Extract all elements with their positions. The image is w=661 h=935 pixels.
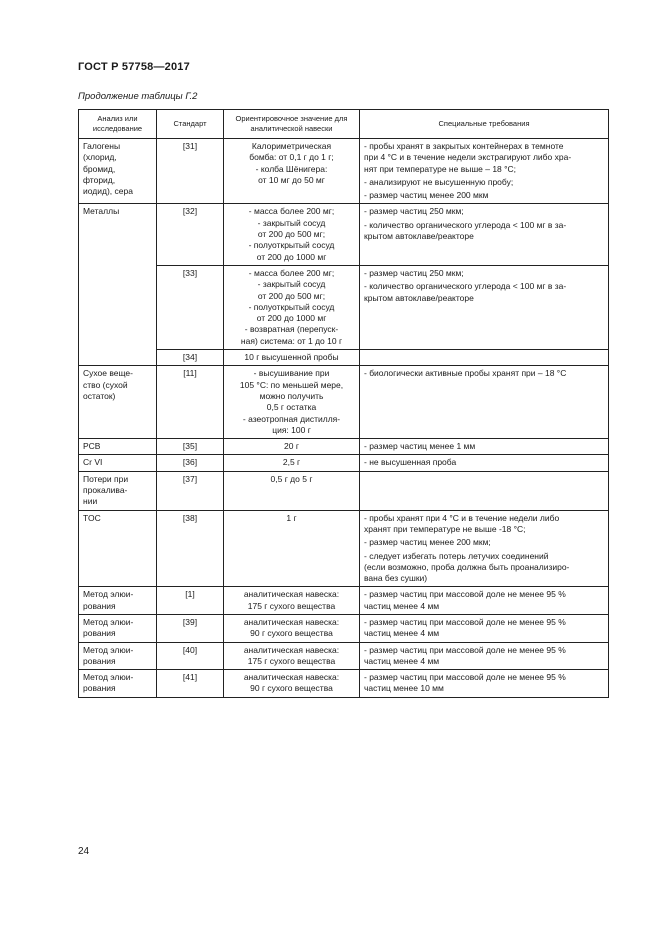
cell-standard: [32]	[157, 204, 224, 265]
cell-line: - следует избегать потерь летучих соединений	[364, 550, 549, 561]
cell-line: - размер частиц менее 1 мм	[364, 441, 476, 452]
cell-line: - количество органического углерода < 100 мг в за-	[364, 219, 567, 230]
cell-standard: [40]	[157, 642, 224, 670]
cell-analysis	[79, 471, 157, 510]
cell-value	[224, 471, 360, 510]
cell-line: Потери при	[83, 473, 129, 484]
cell-value	[224, 439, 360, 455]
cell-line: - размер частиц 250 мкм;	[364, 267, 464, 278]
cell-line: - размер частиц менее 200 мкм;	[364, 537, 491, 548]
cell-analysis	[79, 614, 157, 642]
cell-standard: [41]	[157, 670, 224, 698]
cell-line: (если возможно, проба должна быть проанализиро-	[364, 561, 570, 572]
cell-standard: [34]	[157, 350, 224, 366]
cell-requirements	[360, 510, 609, 587]
cell-line: бромид,	[83, 163, 116, 174]
table-body	[79, 139, 609, 698]
cell-line: - размер частиц при массовой доле не менее 95 %	[364, 672, 566, 683]
cell-line: иодид), сера	[83, 186, 133, 197]
requirement-item	[364, 513, 604, 536]
column-header-value: Ориентировочное значение для аналитической навески	[224, 110, 360, 139]
requirements-table	[78, 109, 609, 698]
requirement-item	[364, 190, 604, 201]
cell-line: - биологически активные пробы хранят при – 18 °С	[364, 368, 567, 379]
cell-line: 20 г	[284, 441, 299, 452]
cell-line: частиц менее 4 мм	[364, 655, 440, 666]
cell-value	[224, 642, 360, 670]
requirement-item	[364, 206, 604, 217]
cell-requirements	[360, 670, 609, 698]
cell-line: - размер частиц при массовой доле не менее 95 %	[364, 644, 566, 655]
cell-standard: [11]	[157, 366, 224, 439]
cell-line: нии	[83, 496, 98, 507]
table-row	[79, 587, 609, 615]
cell-standard: [38]	[157, 510, 224, 587]
table-row	[79, 350, 609, 366]
cell-analysis	[79, 204, 157, 366]
cell-line: - пробы хранят в закрытых контейнерах в темноте	[364, 141, 564, 151]
cell-requirements	[360, 366, 609, 439]
cell-line: крытом автоклаве/реакторе	[364, 292, 474, 303]
cell-analysis	[79, 642, 157, 670]
cell-requirements	[360, 587, 609, 615]
cell-line: Галогены	[83, 141, 121, 151]
table-row	[79, 366, 609, 439]
requirement-item	[364, 617, 604, 640]
requirement-item	[364, 441, 604, 452]
table-row	[79, 439, 609, 455]
cell-line: 1 г	[286, 512, 297, 523]
cell-analysis	[79, 587, 157, 615]
cell-line: - возвратная (перепуск-	[244, 324, 339, 335]
cell-standard: [35]	[157, 439, 224, 455]
cell-line: ство (сухой	[83, 379, 128, 390]
cell-value	[224, 587, 360, 615]
cell-line: - размер частиц при массовой доле не менее 95 %	[364, 589, 566, 600]
cell-line: рования	[83, 655, 116, 666]
cell-line: - колба Шёнигера:	[255, 163, 328, 174]
table-row	[79, 455, 609, 471]
cell-value	[224, 670, 360, 698]
cell-value	[224, 204, 360, 265]
cell-line: частиц менее 4 мм	[364, 628, 440, 639]
cell-line: от 200 до 500 мг;	[257, 290, 326, 301]
table-row	[79, 642, 609, 670]
cell-line: 0,5 г до 5 г	[270, 473, 313, 484]
cell-standard: [31]	[157, 139, 224, 204]
cell-standard: [33]	[157, 265, 224, 349]
cell-line: 175 г сухого вещества	[247, 600, 336, 611]
cell-line: 2,5 г	[282, 457, 301, 468]
cell-requirements	[360, 642, 609, 670]
requirement-item	[364, 645, 604, 668]
cell-line: Cr VI	[83, 457, 103, 468]
cell-line: частиц менее 4 мм	[364, 600, 440, 611]
cell-requirements	[360, 204, 609, 265]
cell-line: прокалива-	[83, 485, 128, 496]
cell-requirements	[360, 455, 609, 471]
cell-line: Метод элюи-	[83, 589, 134, 600]
cell-line: 175 г сухого вещества	[247, 655, 336, 666]
cell-line: - анализируют не высушенную пробу;	[364, 176, 514, 187]
cell-line: - азеотропная дистилля-	[242, 413, 341, 424]
cell-line: (хлорид,	[83, 152, 117, 163]
cell-line: - закрытый сосуд	[257, 279, 326, 290]
cell-requirements	[360, 471, 609, 510]
cell-line: вана без сушки)	[364, 573, 428, 584]
cell-line: Калориметрическая	[251, 141, 332, 151]
cell-line: 90 г сухого вещества	[250, 683, 333, 694]
cell-line: крытом автоклаве/реакторе	[364, 231, 474, 242]
requirement-item	[364, 537, 604, 548]
column-header-analysis: Анализ или исследование	[79, 110, 157, 139]
cell-value	[224, 265, 360, 349]
cell-line: аналитическая навеска:	[243, 589, 340, 600]
column-header-standard: Стандарт	[157, 110, 224, 139]
cell-line: - масса более 200 мг;	[248, 206, 335, 217]
cell-line: TOC	[83, 512, 101, 523]
cell-line: Метод элюи-	[83, 644, 134, 655]
cell-line: аналитическая навеска:	[243, 672, 340, 683]
table-row	[79, 614, 609, 642]
cell-value	[224, 139, 360, 204]
table-header-row	[79, 110, 609, 139]
cell-value	[224, 366, 360, 439]
table-row	[79, 265, 609, 349]
cell-line: - закрытый сосуд	[257, 217, 326, 228]
cell-line: PCB	[83, 441, 101, 452]
cell-line: - количество органического углерода < 100 мг в за-	[364, 281, 567, 292]
cell-line: Сухое веще-	[83, 368, 133, 379]
cell-requirements	[360, 139, 609, 204]
requirement-item	[364, 551, 604, 585]
table-row	[79, 670, 609, 698]
cell-value	[224, 350, 360, 366]
cell-line: - размер частиц менее 200 мкм	[364, 190, 489, 201]
cell-analysis	[79, 510, 157, 587]
column-header-requirements: Специальные требования	[360, 110, 609, 139]
cell-analysis	[79, 455, 157, 471]
cell-line: аналитическая навеска:	[243, 616, 340, 627]
cell-standard: [37]	[157, 471, 224, 510]
cell-line: ция: 100 г	[272, 424, 311, 435]
cell-line: 90 г сухого вещества	[250, 628, 333, 639]
cell-line: от 200 до 1000 мг	[256, 313, 327, 324]
cell-line: фторид,	[83, 174, 116, 185]
page-number: 24	[78, 846, 90, 857]
cell-line: можно получить	[259, 390, 324, 401]
cell-line: ная) система: от 1 до 10 г	[240, 335, 343, 346]
cell-standard: [1]	[157, 587, 224, 615]
cell-line: от 200 до 1000 мг	[256, 251, 327, 262]
cell-line: 105 °С: по меньшей мере,	[239, 379, 344, 390]
cell-requirements	[360, 614, 609, 642]
cell-line: при 4 °С и в течение недели экстрагируют либо хра-	[364, 152, 572, 163]
cell-line: - не высушенная проба	[364, 457, 457, 468]
cell-line: - полуоткрытый сосуд	[248, 301, 335, 312]
cell-line: Метод элюи-	[83, 616, 134, 627]
cell-line: - масса более 200 мг;	[248, 267, 335, 278]
cell-requirements	[360, 265, 609, 349]
cell-line: 10 г высушенной пробы	[244, 352, 339, 363]
cell-analysis	[79, 139, 157, 204]
table-row	[79, 139, 609, 204]
cell-requirements	[360, 350, 609, 366]
requirement-item	[364, 141, 604, 175]
cell-requirements	[360, 439, 609, 455]
cell-line: хранят при температуре не выше -18 °С;	[364, 523, 526, 534]
requirement-item	[364, 281, 604, 304]
requirement-item	[364, 672, 604, 695]
cell-line: частиц менее 10 мм	[364, 683, 444, 694]
requirement-item	[364, 268, 604, 279]
cell-line: рования	[83, 600, 116, 611]
cell-standard: [36]	[157, 455, 224, 471]
cell-standard: [39]	[157, 614, 224, 642]
requirement-item	[364, 220, 604, 243]
cell-line: - полуоткрытый сосуд	[248, 240, 335, 251]
requirement-item	[364, 457, 604, 468]
cell-line: - высушивание при	[253, 368, 330, 379]
cell-value	[224, 614, 360, 642]
requirement-item	[364, 368, 604, 379]
table-row	[79, 204, 609, 265]
requirement-item	[364, 589, 604, 612]
cell-line: рования	[83, 683, 116, 694]
cell-line: - размер частиц при массовой доле не менее 95 %	[364, 616, 566, 627]
cell-line: от 10 мг до 50 мг	[258, 174, 325, 185]
cell-line: аналитическая навеска:	[243, 644, 340, 655]
table-row	[79, 471, 609, 510]
cell-line: бомба: от 0,1 г до 1 г;	[249, 152, 334, 163]
requirement-item	[364, 177, 604, 188]
cell-value	[224, 455, 360, 471]
cell-line: Метод элюи-	[83, 672, 134, 683]
document-standard-header: ГОСТ Р 57758—2017	[78, 61, 190, 73]
cell-line: нят при температуре не выше – 18 °С;	[364, 163, 517, 174]
table-row	[79, 510, 609, 587]
cell-line: - размер частиц 250 мкм;	[364, 206, 464, 217]
cell-line: от 200 до 500 мг;	[257, 229, 326, 240]
cell-analysis	[79, 366, 157, 439]
cell-line: рования	[83, 628, 116, 639]
cell-line: остаток)	[83, 390, 116, 401]
cell-analysis	[79, 670, 157, 698]
cell-value	[224, 510, 360, 587]
cell-line: - пробы хранят при 4 °С и в течение недели либо	[364, 512, 560, 523]
table-caption: Продолжение таблицы Г.2	[78, 91, 198, 102]
cell-line: 0,5 г остатка	[266, 402, 317, 413]
cell-analysis	[79, 439, 157, 455]
cell-line: Металлы	[83, 206, 120, 217]
